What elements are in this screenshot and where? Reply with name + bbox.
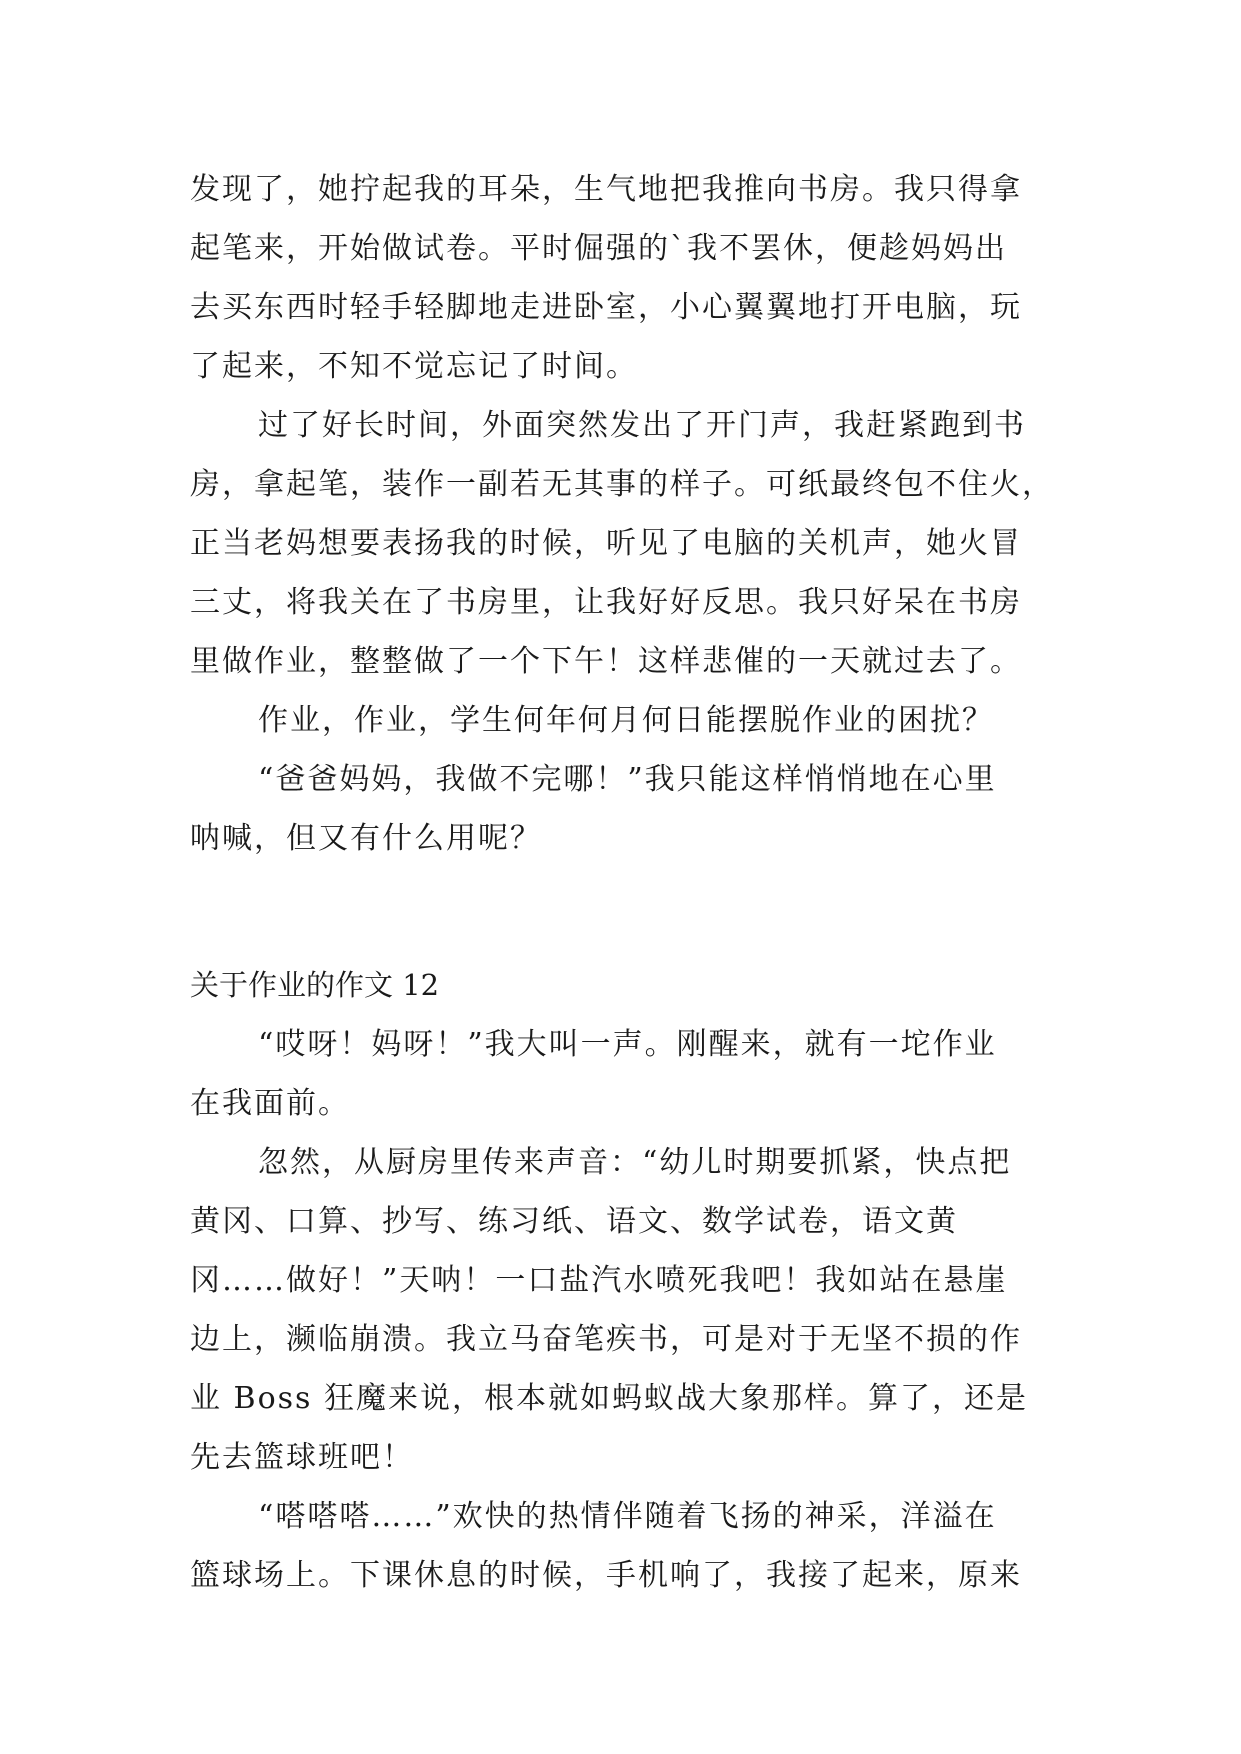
text-line: 在我面前。 — [190, 1086, 350, 1121]
text-line: “嗒嗒嗒……”欢快的热情伴随着飞扬的神采，洋溢在 — [258, 1499, 997, 1534]
text-line: “哎呀！妈呀！”我大叫一声。刚醒来，就有一坨作业 — [258, 1027, 997, 1062]
text-line: 篮球场上。下课休息的时候，手机响了，我接了起来，原来 — [190, 1558, 1022, 1593]
text-line: 正当老妈想要表扬我的时候，听见了电脑的关机声，她火冒 — [190, 526, 1022, 561]
paragraph — [190, 1133, 1060, 1487]
text-line: 先去篮球班吧！ — [190, 1440, 414, 1475]
paragraph — [190, 750, 1060, 868]
text-line: 黄冈、口算、抄写、练习纸、语文、数学试卷，语文黄 — [190, 1204, 958, 1239]
section-heading: 关于作业的作文 12 — [190, 968, 440, 1002]
text-line: 作业，作业，学生何年何月何日能摆脱作业的困扰？ — [258, 703, 994, 738]
text-line: 去买东西时轻手轻脚地走进卧室，小心翼翼地打开电脑，玩 — [190, 290, 1022, 325]
paragraph — [190, 691, 1060, 750]
text-line: 边上，濒临崩溃。我立马奋笔疾书，可是对于无坚不损的作 — [190, 1322, 1022, 1357]
text-line: 冈……做好！”天呐！一口盐汽水喷死我吧！我如站在悬崖 — [190, 1263, 1008, 1298]
paragraph — [190, 1015, 1060, 1133]
text-line: 过了好长时间，外面突然发出了开门声，我赶紧跑到书 — [258, 408, 1026, 443]
text-line: 了起来，不知不觉忘记了时间。 — [190, 349, 638, 384]
text-line: 起笔来，开始做试卷。平时倔强的`我不罢休，便趁妈妈出 — [190, 231, 1007, 266]
text-line: 发现了，她拧起我的耳朵，生气地把我推向书房。我只得拿 — [190, 172, 1022, 207]
text-line: “爸爸妈妈，我做不完哪！”我只能这样悄悄地在心里 — [258, 762, 997, 797]
paragraph — [190, 396, 1060, 691]
text-line: 三丈，将我关在了书房里，让我好好反思。我只好呆在书房 — [190, 585, 1022, 620]
text-line: 里做作业，整整做了一个下午！这样悲催的一天就过去了。 — [190, 644, 1022, 679]
text-line: 业 Boss 狂魔来说，根本就如蚂蚁战大象那样。算了，还是 — [190, 1381, 1028, 1416]
paragraph — [190, 1487, 1060, 1605]
document-page — [190, 160, 1060, 1605]
section-spacer — [190, 868, 1060, 956]
paragraph — [190, 160, 1060, 396]
text-line: 忽然，从厨房里传来声音：“幼儿时期要抓紧，快点把 — [258, 1145, 1012, 1180]
text-line: 房，拿起笔，装作一副若无其事的样子。可纸最终包不住火， — [190, 467, 1054, 502]
text-line: 呐喊，但又有什么用呢？ — [190, 821, 542, 856]
